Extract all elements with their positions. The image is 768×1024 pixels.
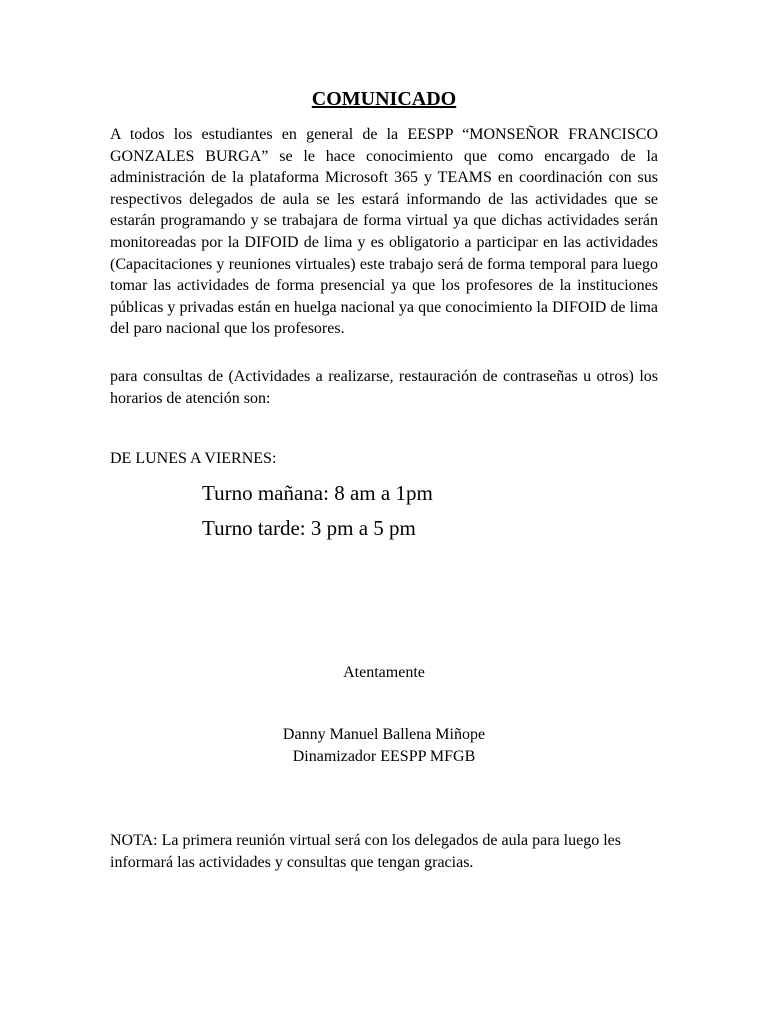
morning-shift: Turno mañana: 8 am a 1pm [202, 481, 433, 505]
closing-salutation: Atentamente [343, 664, 425, 681]
signature-role: Dinamizador EESPP MFGB [292, 748, 476, 765]
schedule-days: DE LUNES A VIERNES: [110, 450, 277, 467]
consultation-paragraph: para consultas de (Actividades a realizarse, restauración de contraseñas u otros) los horarios de atención son: [110, 368, 658, 407]
intro-paragraph: A todos los estudiantes en general de la EESPP “MONSEÑOR FRANCISCO GONZALES BURGA” se le hace conocimiento que como encargado de la administración de la plataforma Microsoft 365 y TEAMS en coordinación con sus respectivos delegados de aula se les estará informando de las actividades que se estarán programando y se trabajara de forma virtual ya que dichas actividades serán monitoreadas por la DIFOID de lima y es obligatorio a participar en las actividades (Capacitaciones y reuniones virtuales) este trabajo será de forma temporal para luego tomar las actividades de forma presencial ya que los profesores de la instituciones públicas y privadas están en huelga nacional ya que conocimiento la DIFOID de lima del paro nacional que los profesores. [110, 126, 658, 338]
afternoon-shift: Turno tarde: 3 pm a 5 pm [202, 516, 416, 540]
note-paragraph: NOTA: La primera reunión virtual será con los delegados de aula para luego les informará las actividades y consultas que tengan gracias. [110, 832, 621, 871]
signature-name: Danny Manuel Ballena Miñope [282, 726, 486, 743]
document-title: COMUNICADO [311, 88, 457, 110]
